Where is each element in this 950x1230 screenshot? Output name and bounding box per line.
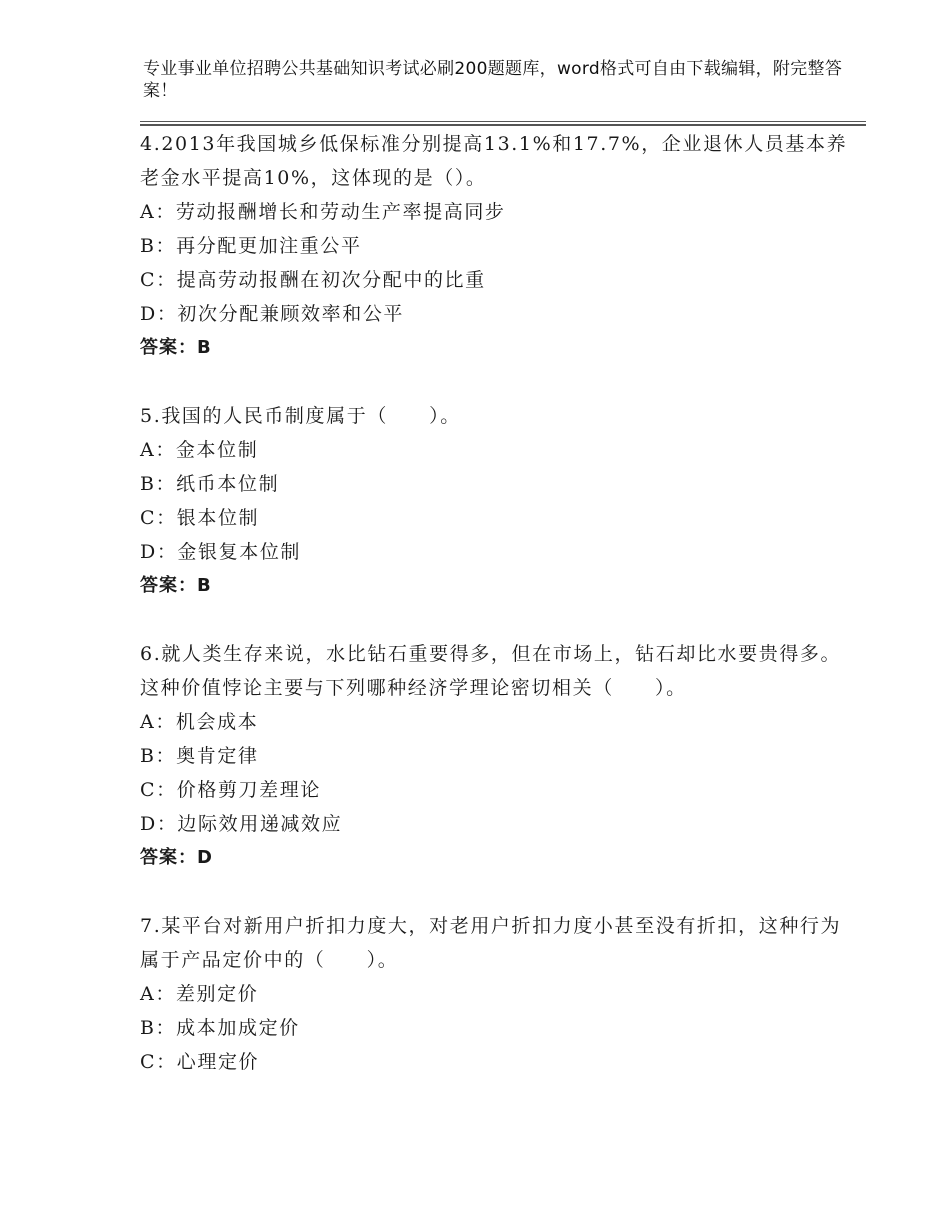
answer-label: 答案：B xyxy=(140,575,212,596)
header-title: 专业事业单位招聘公共基础知识考试必刷200题题库，word格式可自由下载编辑，附完整答案！ xyxy=(143,59,843,101)
option-a: A：劳动报酬增长和劳动生产率提高同步 xyxy=(140,201,506,223)
option-b: B：再分配更加注重公平 xyxy=(140,235,362,257)
option-a: A：金本位制 xyxy=(140,439,259,461)
option-c: C：银本位制 xyxy=(140,507,260,529)
option-b: B：成本加成定价 xyxy=(140,1017,300,1039)
question-stem: 6.就人类生存来说，水比钻石重要得多，但在市场上，钻石却比水要贵得多。这种价值悖论主要与下列哪种经济学理论密切相关（ ）。 xyxy=(140,643,842,699)
header-rule-thick xyxy=(140,124,866,126)
option-c: C：价格剪刀差理论 xyxy=(140,779,321,801)
option-d: D：初次分配兼顾效率和公平 xyxy=(140,303,405,325)
option-d: D：金银复本位制 xyxy=(140,541,302,563)
question-7 xyxy=(140,909,860,1079)
question-5 xyxy=(140,399,860,603)
option-b: B：奥肯定律 xyxy=(140,745,259,767)
option-a: A：机会成本 xyxy=(140,711,259,733)
option-b: B：纸币本位制 xyxy=(140,473,280,495)
question-stem: 5.我国的人民币制度属于（ ）。 xyxy=(140,405,461,427)
question-6 xyxy=(140,637,860,875)
header-rule-thin xyxy=(140,121,866,122)
option-a: A：差别定价 xyxy=(140,983,259,1005)
question-stem: 4.2013年我国城乡低保标准分别提高13.1%和17.7%，企业退休人员基本养老金水平提高10%，这体现的是（）。 xyxy=(140,133,848,189)
answer-label: 答案：D xyxy=(140,847,213,868)
question-4 xyxy=(140,127,860,365)
document-header xyxy=(143,58,863,102)
option-d: D：边际效用递减效应 xyxy=(140,813,343,835)
question-stem: 7.某平台对新用户折扣力度大，对老用户折扣力度小甚至没有折扣，这种行为属于产品定价中的（ ）。 xyxy=(140,915,842,971)
question-list xyxy=(140,127,860,1113)
option-c: C：提高劳动报酬在初次分配中的比重 xyxy=(140,269,486,291)
answer-label: 答案：B xyxy=(140,337,212,358)
option-c: C：心理定价 xyxy=(140,1051,260,1073)
